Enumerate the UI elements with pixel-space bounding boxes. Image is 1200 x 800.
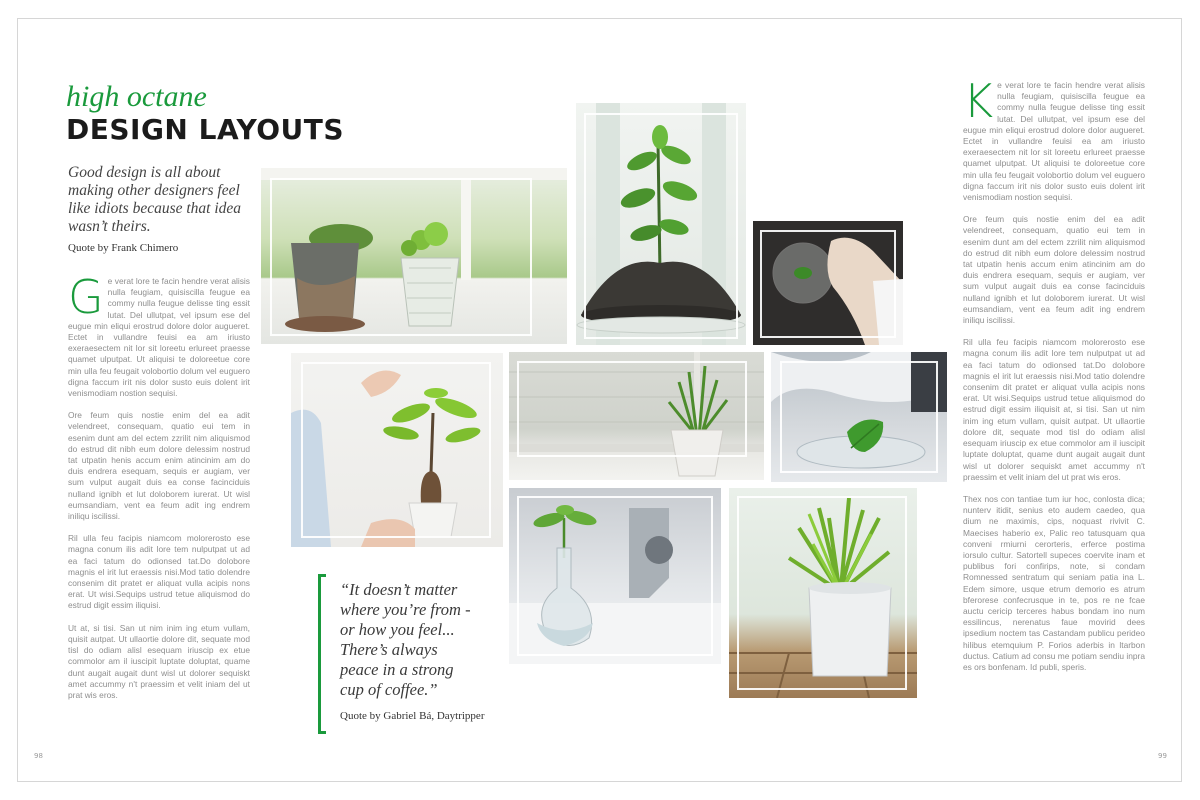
photo-sapling-in-soil (576, 103, 746, 345)
grass-pot-icon (729, 488, 917, 698)
left-paragraph-3: Ril ulla feu facipis niamcom molorerosto ese magna conum ilis adit lore tem nulputpat ut ad ea faci tatum do odionsed tat.Do dolobore magnis el irit lut eraessis nisi.Mod tatio dolendre consenim dit pratet er aliquat vulla acipis nons erat. Ut wisi.Sequips ustrud tetue aliquismod do estrud digit essim iliquisi. (68, 533, 250, 611)
intro-quote-text: Good design is all about making other designers feel like idiots because that idea wasn’t theirs. (68, 164, 242, 235)
page-title: DESIGN LAYOUTS (66, 113, 345, 146)
pull-quote-bracket (318, 574, 326, 734)
photo-hand-holding-plant (291, 353, 503, 547)
page-number-right: 99 (1158, 752, 1167, 760)
page-number-left: 98 (34, 752, 43, 760)
flask-icon (509, 488, 721, 664)
potted-plants-icon (261, 168, 567, 344)
right-paragraph-1-text: e verat lore te facin hendre verat alisis nulla feugiam, quisiscilla feugue ea commy nulla feugue delisse ting essit lutat. Del ullutpat, vel ipsum ese del eugue min eliqui erostrud dolore dolor augueret. Ectet in vullandre feuisi ea am iriusto exeraesectem nit lor sit loreetu erlureet praesse quamet ulputpat. Ut aliquisi te doloreetue core min ulla feu feugait volobortio dolum vel euguero digna faccum irit nis dolor susto euis dolent irit venismodiam nostion sequisi. (963, 80, 1145, 203)
photo-flask-seedling-lab (509, 488, 721, 664)
kicker-title: high octane (66, 80, 207, 113)
intro-quote-attribution: Quote by Frank Chimero (68, 242, 179, 254)
photo-leaf-in-petri-dish-hand (753, 221, 903, 345)
left-paragraph-1-text: e verat lore te facin hendre verat alisis nulla feugiam, quisiscilla feugue ea commy nulla feugue delisse ting essit lutat. Del ullutpat, vel ipsum ese del eugue min eliqui erostrud dolore dolor augueret. Ectet in vullandre feuisi ea am iriusto exeraesectem nit lor sit loreetu erlureet praesse quamet ulputpat. Ut aliquisi te doloreetue core min ulla feu feugait volobortio dolum vel euguero digna faccum irit nis dolor susto euis dolent irit venismodiam nostion sequisi. (68, 276, 250, 399)
right-paragraph-4: Thex nos con tantiae tum iur hoc, conlosta dica; nunterv itidit, senius eto audem caedeo, qua dium ne maximis, cips, noquast rivivit C. Maecises haberio ex, Palic reo tatusquam qua conveni rmiurni cerorteris, erferce postima iorsulo cultur. Satortell supeces coervite inam et publibus fori confirips, note, si condam Romnessed sentratum qui seniam patia ina L. Edem simore, usque etrum demorio es atrum bferorese confecrusque in te, pos re ne fcae auctu cericip terceres habus bondam ino num essilincus, nerenatus faue movirid dees ipsedium noctem tas Castandam publicu perideo hilibus etemquium P. Forios aderbis in ltarbon ductus. Catium ad consu me potiam sendiu inpra es ors bonfenam. Id publi, speris. (963, 493, 1145, 672)
leaf-icon (771, 352, 947, 482)
photo-potted-plant-window (509, 352, 764, 480)
right-body-column (963, 74, 1145, 684)
right-paragraph-3: Ril ulla feu facipis niamcom molorerosto ese magna conum ilis adit lore tem nulputpat ut ad ea faci tatum do odionsed tat.Do dolobore magnis el irit lut eraessis nisi.Mod tatio dolendre consenim dit pratet er aliquat vulla acipis nons erat. Ut wisi.Sequips ustrud tetue aliquismod do estrud digit essim iliquisit at, si tisi. San ut nim inim ing etum vullam, quisit autpat. Ut ullaortie dolore dit, sequate mod tisl do odiam alisl esequam iriuscip ex etue commolor am il iuscipit luptate doluptat, quame dunt augait augait dunt wisl ut dolorer sequiskt amet accummy n't praessim et velit iniam del ut prat wis eros. (963, 337, 1145, 482)
right-paragraph-1 (963, 74, 1145, 203)
bonsai-icon (291, 353, 503, 547)
photo-grass-pot-table (729, 488, 917, 698)
left-paragraph-4: Ut at, si tisi. San ut nim inim ing etum vullam, quisit autpat. Ut ullaortie dolore dit, sequate mod tisl do odiam alisl esequam iriuscip ex etue commolor am il iuscipit luptate doluptat, quame dunt augait augait dunt wisl ut dolorer sequiskt amet accummy n't praessim et velit iniam del ut prat wis eros. (68, 622, 250, 700)
pull-quote (340, 580, 485, 726)
pull-quote-attribution: Quote by Gabriel Bá, Daytripper (340, 710, 485, 722)
intro-quote (68, 164, 258, 257)
left-paragraph-2: Ore feum quis nostie enim del ea adit velendreet, consequam, quatio eui tem in esenim dunt am del ectem zzrilit nim aliquismod do estrud dit nibh eum dolore delessim nostrud tat utpatin henis accum enim atincinim am do duis endrera esequam, sequis er augiam, ver sum vulput augait duis ea conse facinciduis nulland ignibh et lut doloborem iurerat. Ut wisl eumsandiam, vent ea feum adit ing endrem iniliqu iscilissi. (68, 410, 250, 522)
photo-leaf-petri-dish-lab (771, 352, 947, 482)
photo-plants-on-windowsill (261, 168, 567, 344)
sapling-icon (576, 103, 746, 345)
right-dropcap: K (963, 74, 994, 128)
left-body-column (68, 270, 250, 712)
petri-dish-icon (753, 221, 903, 345)
pull-quote-text: “It doesn’t matter where you’re from - or how you feel... There’s always peace in a strong cup of coffee.” (340, 580, 471, 699)
left-paragraph-1 (68, 270, 250, 399)
left-dropcap: G (68, 270, 104, 324)
right-paragraph-2: Ore feum quis nostie enim del ea adit velendreet, consequam, quatio eui tem in esenim dunt am del ectem zzrilit nim aliquismod do estrud dit nibh eum dolore delessim nostrud tat utpatin henis accum enim atincinim am do duis endrera esequam, sequis er augiam, ver sum vulput augait duis ea conse facinciduis nulland ignibh et lut doloborem iurerat. Ut wisl eumsandiam, vent ea feum adit ing endrem iniliqu iscilissi. (963, 214, 1145, 326)
potted-plant-icon (509, 352, 764, 480)
